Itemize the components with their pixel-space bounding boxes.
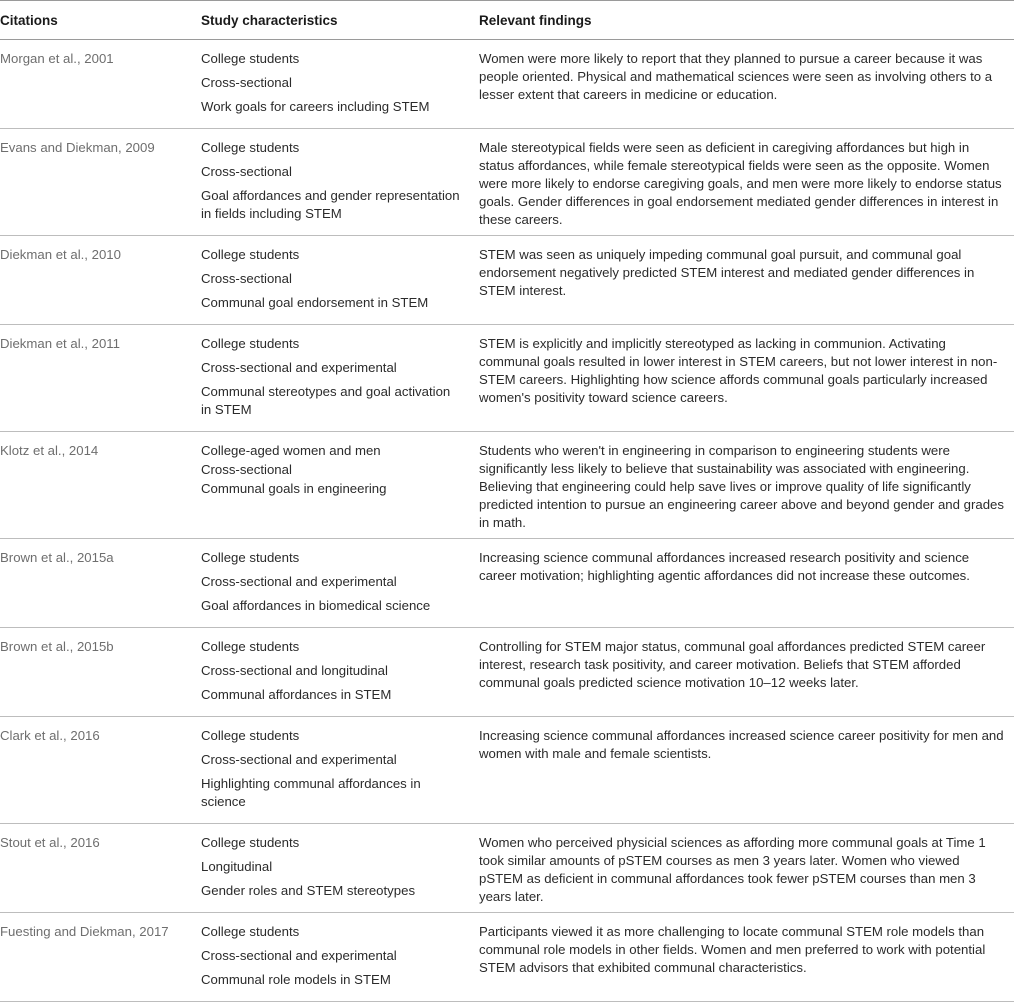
characteristic: Cross-sectional <box>201 271 292 286</box>
table-row <box>0 325 1014 432</box>
characteristics-cell <box>193 628 471 717</box>
citation-cell: Evans and Diekman, 2009 <box>0 129 193 236</box>
characteristic: Highlighting communal affordances in science <box>201 776 421 809</box>
citation-cell: Clark et al., 2016 <box>0 717 193 824</box>
characteristics-cell <box>193 325 471 432</box>
characteristic: College students <box>201 140 300 155</box>
characteristic: College students <box>201 247 300 262</box>
table-row <box>0 129 1014 236</box>
characteristic: College students <box>201 51 300 66</box>
citation-cell: Stout et al., 2016 <box>0 824 193 913</box>
characteristic: Work goals for careers including STEM <box>201 99 430 114</box>
findings-cell: Controlling for STEM major status, communal goal affordances predicted STEM career interest, research task positivity, and career motivation. Beliefs that STEM afforded communal goals predicted science motivation 10–12 weeks later. <box>471 628 1014 717</box>
characteristic: College students <box>201 550 300 565</box>
characteristic: Communal stereotypes and goal activation in STEM <box>201 384 451 417</box>
characteristics-cell <box>193 824 471 913</box>
header-relevant-findings: Relevant findings <box>471 1 1014 40</box>
table-row <box>0 236 1014 325</box>
characteristic: Goal affordances in biomedical science <box>201 598 431 613</box>
table-row <box>0 628 1014 717</box>
characteristics-cell <box>193 539 471 628</box>
citation-cell: Diekman et al., 2011 <box>0 325 193 432</box>
citation-cell: Klotz et al., 2014 <box>0 432 193 539</box>
characteristic: Cross-sectional <box>201 75 292 90</box>
table-row <box>0 824 1014 913</box>
findings-cell: Students who weren't in engineering in comparison to engineering students were significantly less likely to believe that sustainability was associated with engineering. Believing that engineering could help save lives or improve quality of life significantly predicted intention to pursue an engineering career above and beyond gender and grades in math. <box>471 432 1014 539</box>
table-row <box>0 539 1014 628</box>
characteristic: Cross-sectional and experimental <box>201 948 397 963</box>
citation-cell: Morgan et al., 2001 <box>0 40 193 129</box>
characteristics-cell <box>193 432 471 539</box>
characteristic: Cross-sectional <box>201 164 292 179</box>
characteristics-cell <box>193 129 471 236</box>
characteristic: Cross-sectional and longitudinal <box>201 663 388 678</box>
characteristics-cell <box>193 236 471 325</box>
characteristic: Communal affordances in STEM <box>201 687 392 702</box>
characteristics-cell <box>193 717 471 824</box>
characteristic: Longitudinal <box>201 859 273 874</box>
findings-cell: STEM is explicitly and implicitly stereotyped as lacking in communion. Activating communal goals resulted in lower interest in STEM careers, but not lower interest in non-STEM careers. Highlighting how science affords communal goals particularly increased women's positivity toward science careers. <box>471 325 1014 432</box>
characteristic: Cross-sectional and experimental <box>201 574 397 589</box>
characteristic: Cross-sectional and experimental <box>201 360 397 375</box>
findings-cell: Women were more likely to report that they planned to pursue a career because it was people oriented. Physical and mathematical sciences were seen as involving others to a lesser extent that careers in medicine or education. <box>471 40 1014 129</box>
findings-cell: Participants viewed it as more challenging to locate communal STEM role models than communal role models in other fields. Women and men preferred to work with potential STEM advisors that exhibited communal characteristics. <box>471 913 1014 1002</box>
findings-cell: Women who perceived physicial sciences as affording more communal goals at Time 1 took similar amounts of pSTEM courses as men 3 years later. Women who viewed pSTEM as deficient in communal affordances took fewer pSTEM courses than men 3 years later. <box>471 824 1014 913</box>
findings-cell: Male stereotypical fields were seen as deficient in caregiving affordances but high in status affordances, while female stereotypical fields were seen as the opposite. Women were more likely to endorse caregiving goals, and men were more likely to endorse status goals. Gender differences in goal endorsement mediated gender differences in interest in these careers. <box>471 129 1014 236</box>
characteristic: Goal affordances and gender representation in fields including STEM <box>201 188 460 221</box>
characteristics-cell <box>193 913 471 1002</box>
characteristic: Communal role models in STEM <box>201 972 391 987</box>
findings-cell: STEM was seen as uniquely impeding communal goal pursuit, and communal goal endorsement negatively predicted STEM interest and mediated gender differences in STEM interest. <box>471 236 1014 325</box>
characteristic: Gender roles and STEM stereotypes <box>201 883 416 898</box>
table-row <box>0 717 1014 824</box>
characteristic: College-aged women and men <box>201 443 381 458</box>
header-study-characteristics: Study characteristics <box>193 1 471 40</box>
findings-cell: Increasing science communal affordances increased science career positivity for men and women with male and female scientists. <box>471 717 1014 824</box>
characteristic: Cross-sectional <box>201 462 292 477</box>
citation-cell: Diekman et al., 2010 <box>0 236 193 325</box>
characteristic: College students <box>201 924 300 939</box>
characteristic: College students <box>201 639 300 654</box>
table-row <box>0 40 1014 129</box>
characteristic: College students <box>201 336 300 351</box>
header-row <box>0 1 1014 40</box>
table-row <box>0 913 1014 1002</box>
characteristics-cell <box>193 40 471 129</box>
citation-cell: Brown et al., 2015a <box>0 539 193 628</box>
citation-cell: Brown et al., 2015b <box>0 628 193 717</box>
findings-cell: Increasing science communal affordances increased research positivity and science career motivation; highlighting agentic affordances did not increase these outcomes. <box>471 539 1014 628</box>
characteristic: College students <box>201 835 300 850</box>
citation-cell: Fuesting and Diekman, 2017 <box>0 913 193 1002</box>
characteristic: Cross-sectional and experimental <box>201 752 397 767</box>
characteristic: Communal goals in engineering <box>201 481 387 496</box>
characteristic: Communal goal endorsement in STEM <box>201 295 429 310</box>
characteristic: College students <box>201 728 300 743</box>
header-citations: Citations <box>0 1 193 40</box>
table-row <box>0 432 1014 539</box>
